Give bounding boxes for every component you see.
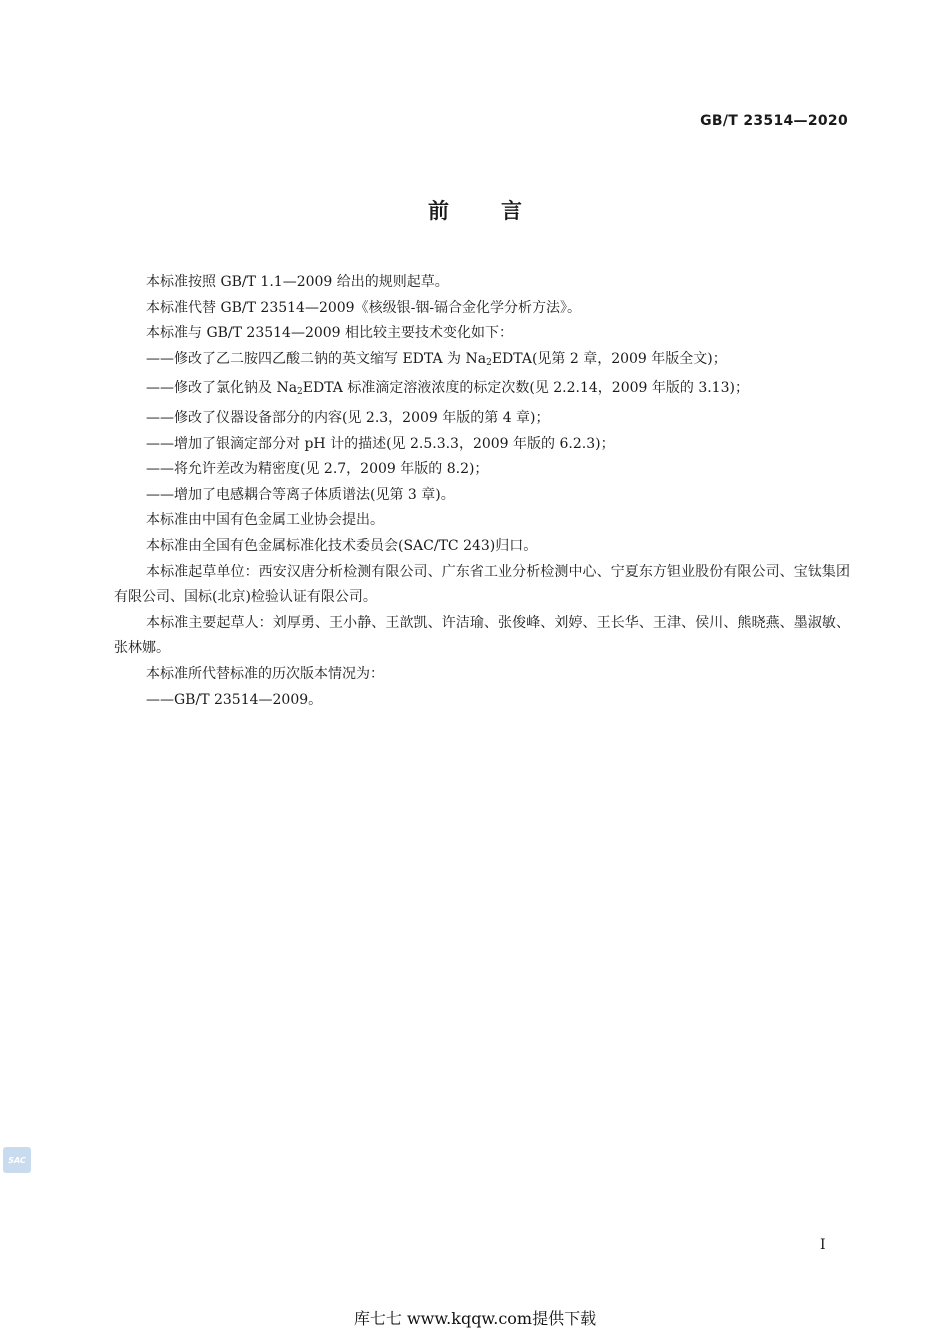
change-item-3: ——修改了仪器设备部分的内容(见 2.3，2009 年版的第 4 章)； — [146, 409, 550, 426]
change-item-4: ——增加了银滴定部分对 pH 计的描述(见 2.5.3.3，2009 年版的 6.2.3)； — [146, 435, 615, 452]
change-item-6: ——增加了电感耦合等离子体质谱法(见第 3 章)。 — [146, 486, 455, 503]
history-item-1: ——GB/T 23514—2009。 — [146, 691, 323, 708]
paragraph-under-jurisdiction: 本标准由全国有色金属标准化技术委员会(SAC/TC 243)归口。 — [146, 537, 538, 554]
paragraph-drafters: 本标准主要起草人：刘厚勇、王小静、王歆凯、许洁瑜、张俊峰、刘婷、王长华、王津、侯川、熊晓燕、墨淑敏、张林娜。 — [114, 614, 850, 657]
download-footer: 库七七 www.kqqw.com提供下载 — [353, 1309, 597, 1328]
change-item-1: ——修改了乙二胺四乙酸二钠的英文缩写 EDTA 为 $Na_2EDTA$(见第 2 章，2009 年版全文)； — [146, 350, 727, 368]
document-body — [114, 270, 850, 713]
standard-number: GB/T 23514—2020 — [700, 113, 848, 129]
page-number: I — [820, 1237, 826, 1253]
page-title: 前言 — [428, 199, 574, 223]
change-item-2: ——修改了氯化钠及 $Na_2EDTA$ 标准滴定溶液浓度的标定次数(见 2.2.14，2009 年版的 3.13)； — [146, 380, 749, 398]
sac-logo: SAC — [3, 1147, 31, 1173]
paragraph-changes-intro: 本标准与 GB/T 23514—2009 相比较主要技术变化如下： — [146, 325, 514, 342]
paragraph-replaces: 本标准代替 GB/T 23514—2009《核级银-铟-镉合金化学分析方法》。 — [146, 299, 582, 316]
paragraph-drafting-rules: 本标准按照 GB/T 1.1—2009 给出的规则起草。 — [146, 274, 449, 290]
paragraph-history-intro: 本标准所代替标准的历次版本情况为： — [146, 665, 384, 682]
paragraph-drafting-units: 本标准起草单位：西安汉唐分析检测有限公司、广东省工业分析检测中心、宁夏东方钽业股份有限公司、宝钛集团有限公司、国标(北京)检验认证有限公司。 — [114, 563, 850, 606]
paragraph-proposed-by: 本标准由中国有色金属工业协会提出。 — [146, 512, 384, 529]
change-item-5: ——将允许差改为精密度(见 2.7，2009 年版的 8.2)； — [146, 461, 489, 478]
